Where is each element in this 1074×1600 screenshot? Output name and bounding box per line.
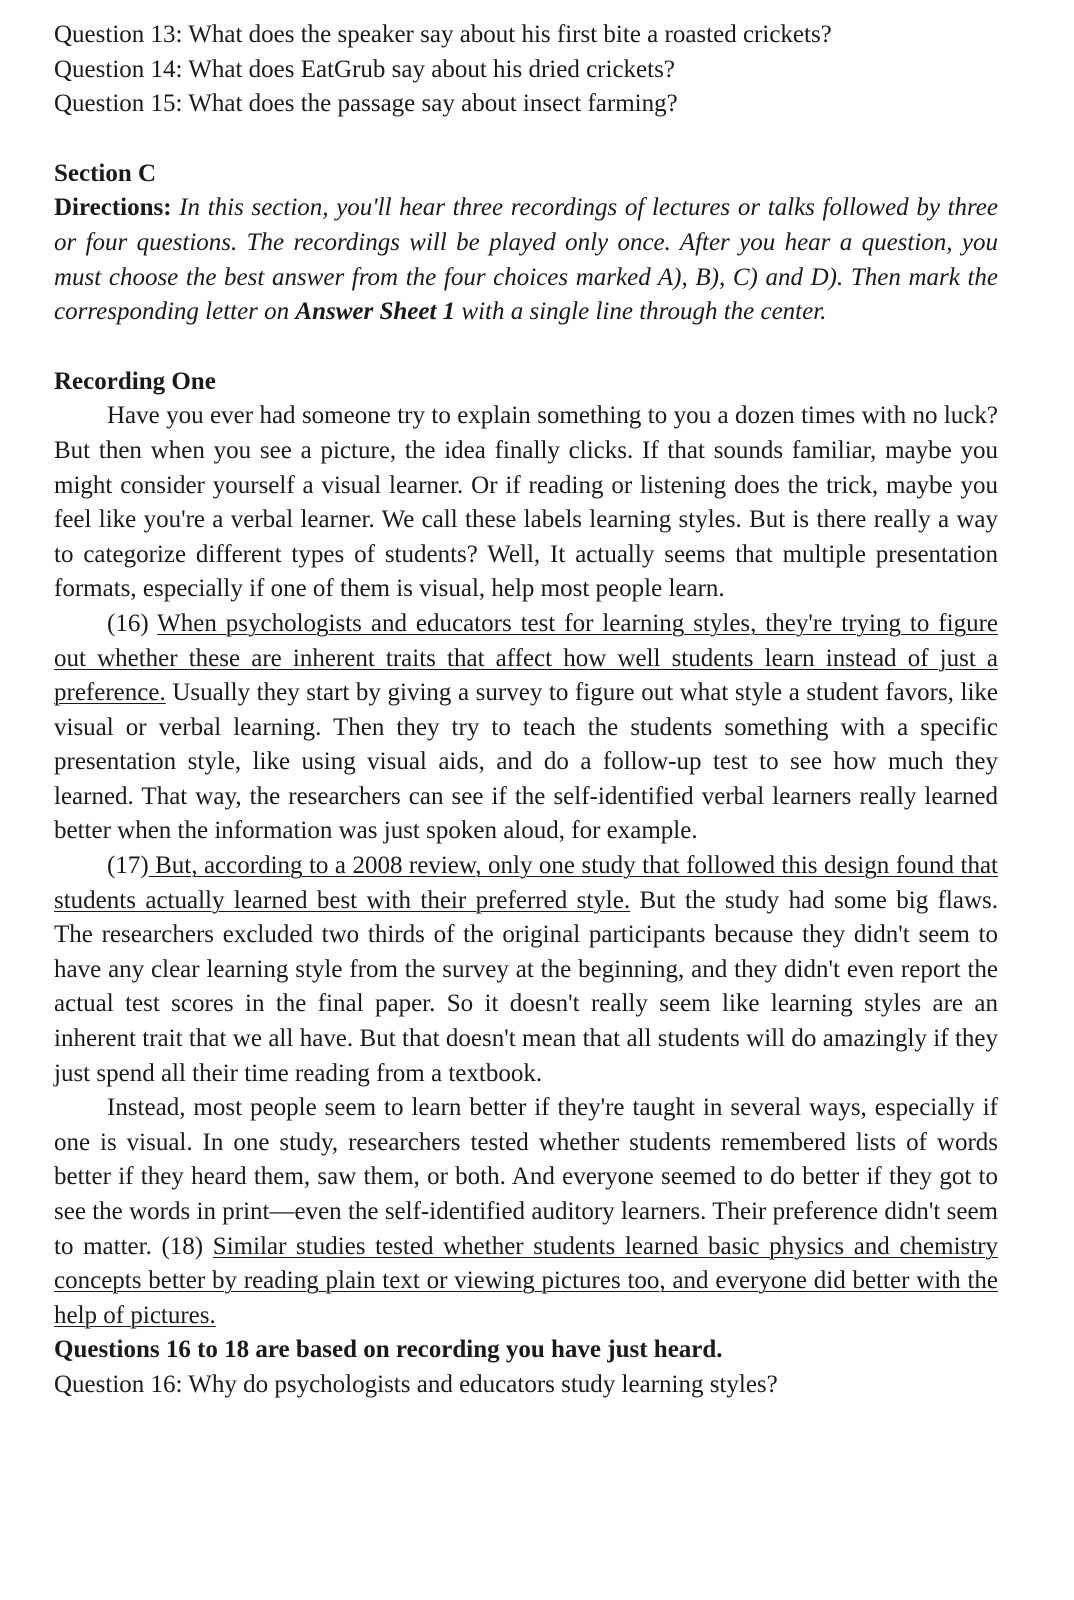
directions-paragraph (54, 191, 998, 329)
recording-heading: Recording One (54, 367, 216, 395)
marker-18: (18) (161, 1232, 204, 1260)
directions-text: In this section, you'll hear three recordings of lectures or talks followed by three or four questions. The recordings will be played only once. After you hear a question, you must choose the best answer from the four choices marked A), B), C) and D). Then mark the corresponding letter on (54, 194, 999, 326)
recording-paragraph-1: Have you ever had someone try to explain something to you a dozen times with no luck? But then when you see a picture, the idea finally clicks. If that sounds familiar, maybe you might consider yourself a visual learner. Or if reading or listening does the trick, maybe you feel like you're a verbal learner. We call these labels learning styles. But is there really a way to categorize different types of students? Well, It actually seems that multiple presentation formats, especially if one of them is visual, help most people learn. (54, 402, 998, 603)
paragraph-2-text: Usually they start by giving a survey to figure out what style a student favors, like visual or verbal learning. Then they try to teach the students something with a specific presentation style, like using visual aids, and do a follow-up test to see how much they learned. That way, the researchers can see if the self-identified verbal learners really learned better when the information was just spoken aloud, for example. (54, 679, 999, 845)
question-16: Question 16: Why do psychologists and educators study learning styles? (54, 1370, 778, 1398)
document-page (54, 18, 998, 1403)
paragraph-3-text: But the study had some big flaws. The researchers excluded two thirds of the original participants because they didn't seem to have any clear learning style from the survey at the beginning, and they didn't even report the actual test scores in the final paper. So it doesn't really seem like learning styles are an inherent trait that we all have. But that doesn't mean that all students will do amazingly if they just spend all their time reading from a textbook. (54, 886, 999, 1087)
marker-17: (17) (107, 852, 149, 880)
question-15: Question 15: What does the passage say about insect farming? (54, 90, 678, 118)
recording-paragraph-3 (54, 849, 998, 1091)
underlined-answer-17-text: But, according to a 2008 review, only one study that followed this design found that students actually learned best with their preferred style. (54, 852, 998, 914)
paragraph-4-text: Instead, most people seem to learn better if they're taught in several ways, especially if one is visual. In one study, researchers tested whether students remembered lists of words better if they heard them, saw them, or both. And everyone seemed to do better if they got to see the words in print—even the self-identified auditory learners. Their preference didn't seem to matter. (54, 1094, 998, 1260)
question-13: Question 13: What does the speaker say about his first bite a roasted crickets? (54, 21, 832, 48)
questions-heading: Questions 16 to 18 are based on recording you have just heard. (54, 1336, 723, 1364)
recording-paragraph-2 (54, 607, 998, 849)
underlined-answer-16: When psychologists and educators test for learning styles, they're trying to figure out whether these are inherent traits that affect how well students learn instead of just a preference. (54, 609, 998, 707)
question-14: Question 14: What does EatGrub say about his dried crickets? (54, 55, 675, 83)
directions-text-end: with a single line through the center. (461, 298, 827, 326)
recording-paragraph-4 (54, 1091, 998, 1333)
section-heading: Section C (54, 159, 157, 187)
underlined-answer-18: Similar studies tested whether students learned basic physics and chemistry concepts better by reading plain text or viewing pictures too, and everyone did better with the help of pictures. (54, 1232, 999, 1329)
directions-answer-sheet: Answer Sheet 1 (295, 298, 456, 326)
directions-label: Directions: (54, 194, 172, 222)
marker-16: (16) (107, 609, 149, 637)
